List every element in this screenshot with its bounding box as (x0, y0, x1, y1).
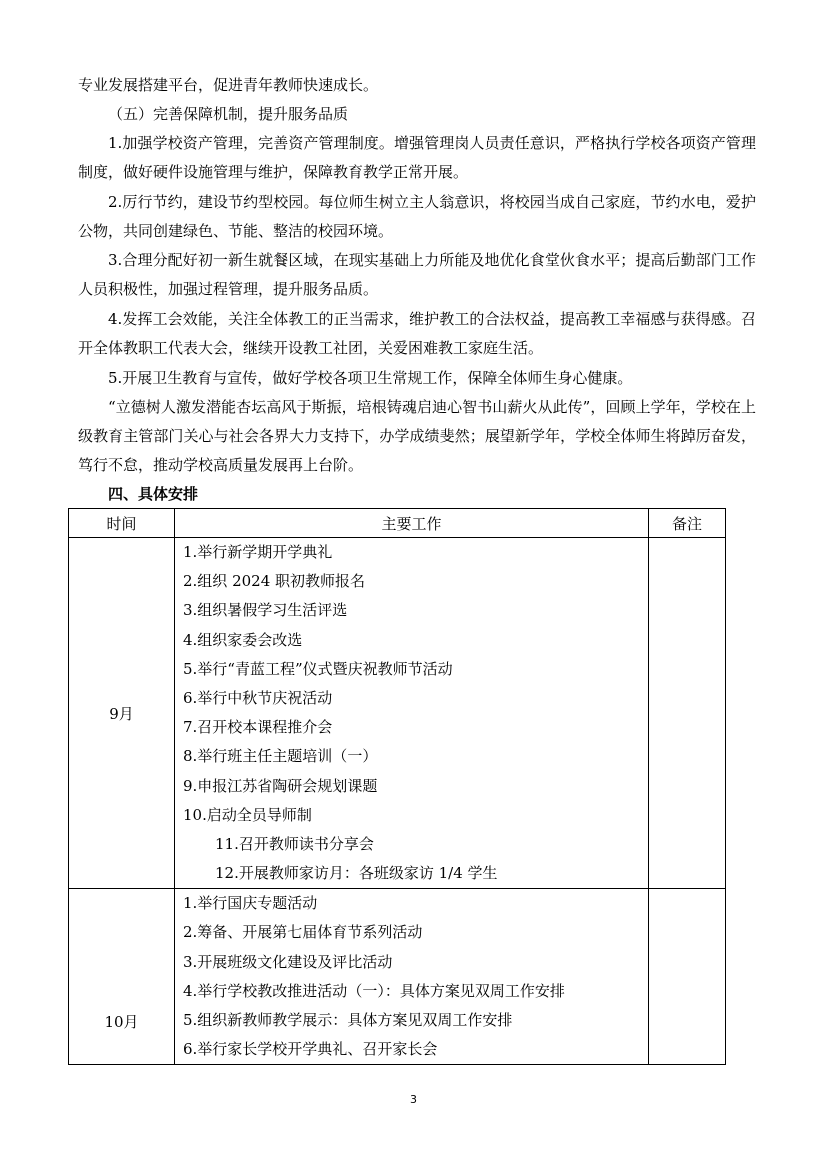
note-cell (649, 538, 726, 889)
list-item: 5.组织新教师教学展示：具体方案见双周工作安排 (183, 1011, 513, 1029)
list-item: 11.召开教师读书分享会 (215, 834, 374, 853)
work-items-cell (175, 889, 649, 1065)
list-item: 4.举行学校教改推进活动（一）：具体方案见双周工作安排 (183, 981, 565, 1000)
table-row (69, 889, 726, 1065)
paragraph-item-3: 3.合理分配好初一新生就餐区域，在现实基础上力所能及地优化食堂伙食水平；提高后勤部门工作人员积极性，加强过程管理，提升服务品质。 (78, 251, 756, 298)
paragraph-continuation: 专业发展搭建平台，促进青年教师快速成长。 (78, 76, 379, 94)
page-number: 3 (410, 1093, 417, 1106)
paragraph-summary: “立德树人激发潜能杏坛高风于斯振，培根铸魂启迪心智书山薪火从此传”，回顾上学年，学校在上级教育主管部门关心与社会各界大力支持下，办学成绩斐然；展望新学年，学校全体师生将踔厉奋发，笃行不怠，推动学校高质量发展再上台阶。 (78, 398, 756, 474)
month-cell: 10月 (69, 889, 175, 1065)
section-heading: 四、具体安排 (108, 485, 199, 503)
list-item: 8.举行班主任主题培训（一） (183, 747, 378, 766)
list-item: 9.申报江苏省陶研会规划课题 (183, 776, 378, 795)
list-item: 4.组织家委会改选 (183, 630, 303, 649)
paragraph-item-5: 5.开展卫生教育与宣传，做好学校各项卫生常规工作，保障全体师生身心健康。 (108, 369, 633, 387)
list-item: 3.开展班级文化建设及评比活动 (183, 952, 393, 971)
list-item: 5.举行“青蓝工程”仪式暨庆祝教师节活动 (183, 659, 453, 678)
paragraph-item-1: 1.加强学校资产管理，完善资产管理制度。增强管理岗人员责任意识，严格执行学校各项资产管理制度，做好硬件设施管理与维护，保障教育教学正常开展。 (78, 134, 756, 181)
list-item: 1.举行新学期开学典礼 (183, 543, 333, 561)
table-header-row (69, 509, 726, 538)
list-item: 6.举行中秋节庆祝活动 (183, 688, 333, 707)
list-item: 7.召开校本课程推介会 (183, 718, 333, 737)
header-main-work: 主要工作 (175, 509, 649, 538)
table-row (69, 538, 726, 889)
schedule-table (68, 508, 726, 1065)
paragraph-item-4: 4.发挥工会效能，关注全体教工的正当需求，维护教工的合法权益，提高教工幸福感与获得感。召开全体教职工代表大会，继续开设教工社团，关爱困难教工家庭生活。 (78, 310, 756, 357)
subheading-five: （五）完善保障机制，提升服务品质 (108, 105, 349, 123)
list-item: 6.举行家长学校开学典礼、召开家长会 (183, 1040, 438, 1059)
list-item: 1.举行国庆专题活动 (183, 894, 318, 913)
list-item: 12.开展教师家访月：各班级家访 1/4 学生 (215, 864, 498, 883)
month-cell: 9月 (69, 538, 175, 889)
work-items-cell (175, 538, 649, 889)
list-item: 3.组织暑假学习生活评选 (183, 601, 348, 620)
header-notes: 备注 (649, 509, 726, 538)
header-time: 时间 (69, 509, 175, 538)
list-item: 2.组织 2024 职初教师报名 (183, 572, 366, 591)
list-item: 10.启动全员导师制 (183, 805, 312, 824)
list-item: 2.筹备、开展第七届体育节系列活动 (183, 923, 423, 942)
paragraph-item-2: 2.厉行节约，建设节约型校园。每位师生树立主人翁意识，将校园当成自己家庭，节约水电，爱护公物，共同创建绿色、节能、整洁的校园环境。 (78, 193, 756, 240)
note-cell (649, 889, 726, 1065)
